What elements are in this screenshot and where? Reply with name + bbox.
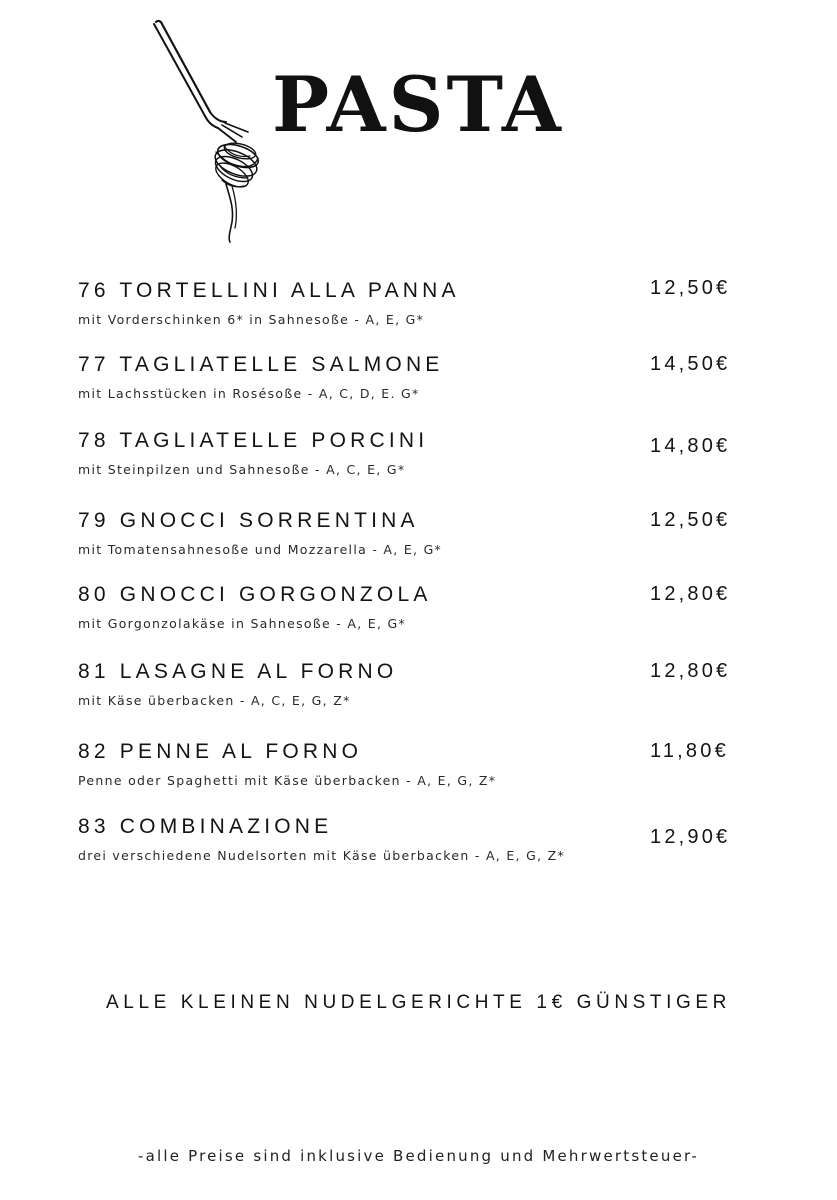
item-description: mit Tomatensahnesoße und Mozzarella - A, E, G* [78,542,443,557]
item-price: 14,80€ [650,435,731,457]
item-description: mit Steinpilzen und Sahnesoße - A, C, E, G* [78,462,406,477]
promo-note: ALLE KLEINEN NUDELGERICHTE 1€ GÜNSTIGER [106,992,731,1013]
item-name: 83 COMBINAZIONE [78,815,333,838]
item-description: mit Gorgonzolakäse in Sahnesoße - A, E, G* [78,616,407,631]
item-price: 12,50€ [650,509,731,531]
menu-title: PASTA [272,60,564,149]
item-description: mit Lachsstücken in Rosésoße - A, C, D, E. G* [78,386,420,401]
item-description: Penne oder Spaghetti mit Käse überbacken - A, E, G, Z* [78,773,497,788]
item-description: mit Käse überbacken - A, C, E, G, Z* [78,693,351,708]
item-name: 78 TAGLIATELLE PORCINI [78,429,429,452]
item-name: 77 TAGLIATELLE SALMONE [78,353,444,376]
item-name: 80 GNOCCI GORGONZOLA [78,583,432,606]
item-price: 12,50€ [650,277,731,299]
item-description: drei verschiedene Nudelsorten mit Käse überbacken - A, E, G, Z* [78,848,566,863]
item-name: 82 PENNE AL FORNO [78,740,363,763]
item-price: 12,80€ [650,583,731,605]
item-name: 76 TORTELLINI ALLA PANNA [78,279,460,302]
item-price: 12,80€ [650,660,731,682]
item-name: 79 GNOCCI SORRENTINA [78,509,419,532]
item-price: 11,80€ [650,740,729,762]
price-footnote: -alle Preise sind inklusive Bedienung und Mehrwertsteuer- [137,1147,700,1165]
fork-with-spaghetti-icon [150,18,270,244]
item-price: 14,50€ [650,353,731,375]
item-name: 81 LASAGNE AL FORNO [78,660,398,683]
item-price: 12,90€ [650,826,731,848]
item-description: mit Vorderschinken 6* in Sahnesoße - A, E, G* [78,312,425,327]
